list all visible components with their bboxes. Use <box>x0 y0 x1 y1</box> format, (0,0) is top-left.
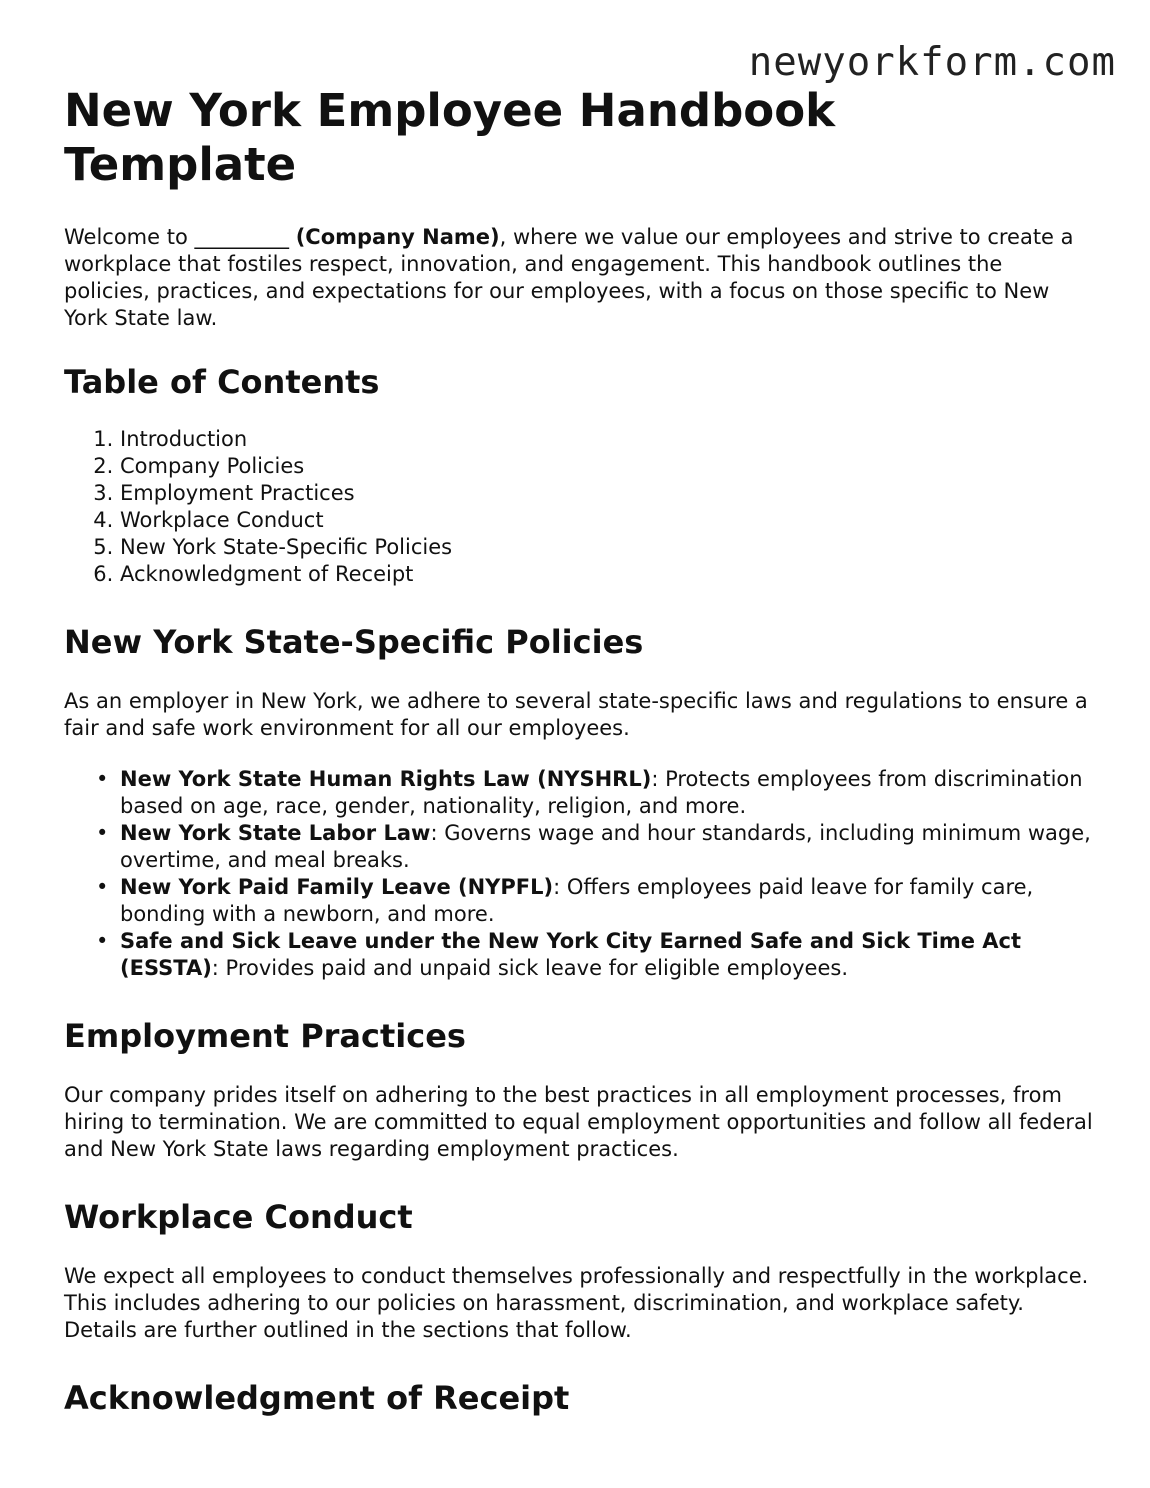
policy-term: Safe and Sick Leave under the New York City Earned Safe and Sick Time Act (ESSTA) <box>120 929 1022 980</box>
toc-item-introduction: 1. Introduction <box>120 426 1094 453</box>
employment-practices-heading: Employment Practices <box>64 1017 466 1055</box>
toc-item-workplace-conduct: 4. Workplace Conduct <box>120 507 1094 534</box>
policy-desc: : Protects employees from discrimination based on age, race, gender, nationality, religion, and more. <box>120 767 1083 818</box>
site-watermark: newyorkform.com <box>748 40 1116 85</box>
list-item <box>96 874 1094 928</box>
ny-policies-heading: New York State-Specific Policies <box>64 623 644 661</box>
toc-item-employment-practices: 3. Employment Practices <box>120 480 1094 507</box>
bullet-icon: • <box>96 767 109 791</box>
toc-heading: Table of Contents <box>64 363 380 401</box>
toc-item-company-policies: 2. Company Policies <box>120 453 1094 480</box>
list-item <box>96 820 1094 874</box>
list-item <box>96 766 1094 820</box>
company-name-label: (Company Name) <box>295 225 500 249</box>
employment-practices-paragraph: Our company prides itself on adhering to the best practices in all employment processes, from hiring to termination. We are committed to equal employment opportunities and follow all federal and New York State laws regarding employment practices. <box>64 1083 1093 1161</box>
bullet-icon: • <box>96 875 109 899</box>
intro-pre-text: Welcome to <box>64 225 195 249</box>
acknowledgment-heading: Acknowledgment of Receipt <box>64 1379 570 1417</box>
policy-term: New York Paid Family Leave (NYPFL) <box>120 875 554 899</box>
ny-policies-paragraph: As an employer in New York, we adhere to several state-specific laws and regulations to ensure a fair and safe work environment for all our employees. <box>64 689 1088 740</box>
bullet-icon: • <box>96 929 109 953</box>
toc-list <box>64 426 1094 588</box>
page-title: New York Employee Handbook Template <box>64 84 836 191</box>
policy-desc: : Offers employees paid leave for family care, bonding with a newborn, and more. <box>120 875 1034 926</box>
document-page <box>64 84 1094 1444</box>
policy-term: New York State Labor Law <box>120 821 431 845</box>
policy-desc: : Provides paid and unpaid sick leave for eligible employees. <box>211 956 849 980</box>
intro-paragraph <box>64 224 1094 332</box>
ny-policies-list <box>64 766 1094 982</box>
toc-item-ny-state-policies: 5. New York State-Specific Policies <box>120 534 1094 561</box>
toc-item-acknowledgment: 6. Acknowledgment of Receipt <box>120 561 1094 588</box>
policy-desc: : Governs wage and hour standards, including minimum wage, overtime, and meal breaks. <box>120 821 1091 872</box>
bullet-icon: • <box>96 821 109 845</box>
workplace-conduct-paragraph: We expect all employees to conduct themselves professionally and respectfully in the workplace. This includes adhering to our policies on harassment, discrimination, and workplace safety. Details are further outlined in the sections that follow. <box>64 1264 1089 1342</box>
list-item <box>96 928 1094 982</box>
intro-post-text: , where we value our employees and strive to create a workplace that fostiles respect, innovation, and engagement. This handbook outlines the policies, practices, and expectations for our employees, with a focus on those specific to New York State law. <box>64 225 1074 330</box>
workplace-conduct-heading: Workplace Conduct <box>64 1198 413 1236</box>
policy-term: New York State Human Rights Law (NYSHRL) <box>120 767 652 791</box>
company-name-blank: _________ <box>194 225 289 249</box>
